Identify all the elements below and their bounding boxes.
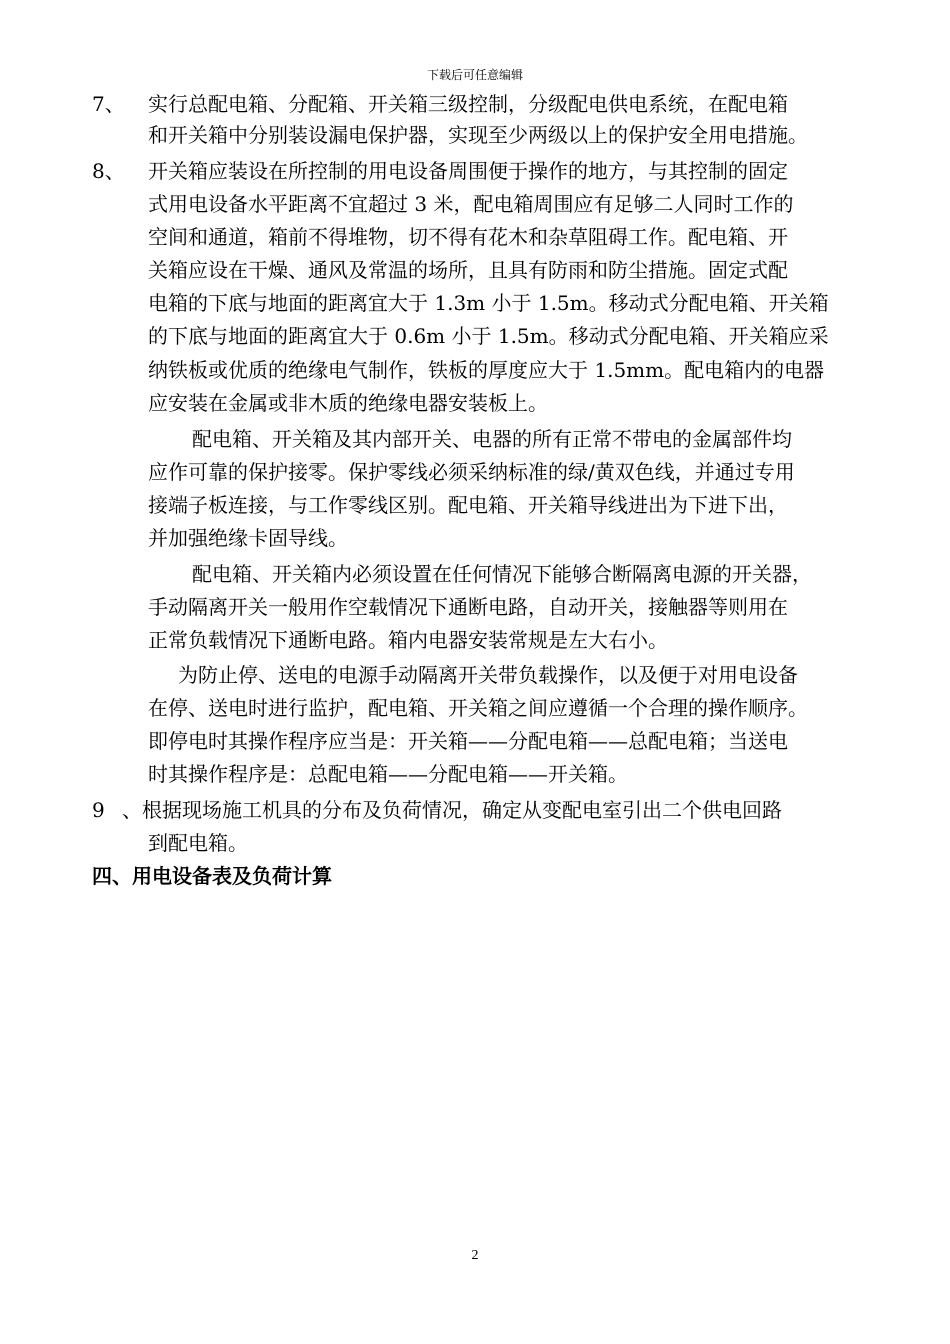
item-8-para2-line-4: 并加强绝缘卡固导线。: [148, 526, 348, 550]
item-8-line-2: 式用电设备水平距离不宜超过 3 米，配电箱周围应有足够二人同时工作的: [148, 192, 794, 216]
item-7-line-1: 实行总配电箱、分配箱、开关箱三级控制，分级配电供电系统，在配电箱: [148, 92, 788, 116]
item-8-line-5: 电箱的下底与地面的距离宜大于 1.3m 小于 1.5m。移动式分配电箱、开关箱: [148, 291, 829, 315]
item-8-para2-line-3: 接端子板连接，与工作零线区别。配电箱、开关箱导线进出为下进下出，: [148, 493, 788, 517]
item-8-line-8: 应安装在金属或非木质的绝缘电器安装板上。: [148, 391, 548, 415]
item-8-para3-line-2: 手动隔离开关一般用作空载情况下通断电路，自动开关，接触器等则用在: [148, 595, 788, 619]
item-8-line-1: 开关箱应装设在所控制的用电设备周围便于操作的地方，与其控制的固定: [148, 159, 788, 183]
item-7-line-2: 和开关箱中分别装设漏电保护器，实现至少两级以上的保护安全用电措施。: [148, 123, 808, 147]
item-8-line-3: 空间和通道，箱前不得堆物，切不得有花木和杂草阻碍工作。配电箱、开: [148, 225, 788, 249]
item-8-para4-line-4: 时其操作程序是：总配电箱——分配电箱——开关箱。: [148, 762, 628, 786]
item-8-para4-line-2: 在停、送电时进行监护，配电箱、开关箱之间应遵循一个合理的操作顺序。: [148, 696, 808, 720]
item-8-para4-line-1: 为防止停、送电的电源手动隔离开关带负载操作，以及便于对用电设备: [178, 663, 798, 687]
item-8-line-4: 关箱应设在干燥、通风及常温的场所，且具有防雨和防尘措施。固定式配: [148, 258, 788, 282]
item-8-para2-line-1: 配电箱、开关箱及其内部开关、电器的所有正常不带电的金属部件均: [192, 427, 792, 451]
item-9-line-2: 到配电箱。: [148, 831, 248, 855]
item-7-number: 7、: [92, 92, 125, 116]
item-9-line-1: 、根据现场施工机具的分布及负荷情况，确定从变配电室引出二个供电回路: [122, 798, 782, 822]
item-8-para3-line-3: 正常负载情况下通断电路。箱内电器安装常规是左大右小。: [148, 628, 668, 652]
item-8-para3-line-1: 配电箱、开关箱内必须设置在任何情况下能够合断隔离电源的开关器，: [192, 562, 812, 586]
page-header: 下载后可任意编辑: [426, 68, 523, 82]
item-8-number: 8、: [92, 159, 125, 183]
item-8-line-7: 纳铁板或优质的绝缘电气制作，铁板的厚度应大于 1.5mm。配电箱内的电器: [148, 358, 825, 382]
item-8-para4-line-3: 即停电时其操作程序应当是：开关箱——分配电箱——总配电箱；当送电: [148, 729, 788, 753]
item-9-number: 9: [92, 798, 105, 822]
page-number: 2: [471, 1248, 479, 1263]
section-4-heading: 四、用电设备表及负荷计算: [92, 864, 332, 888]
item-8-line-6: 的下底与地面的距离宜大于 0.6m 小于 1.5m。移动式分配电箱、开关箱应采: [148, 324, 829, 348]
item-8-para2-line-2: 应作可靠的保护接零。保护零线必须采纳标准的绿/黄双色线，并通过专用: [148, 460, 795, 484]
